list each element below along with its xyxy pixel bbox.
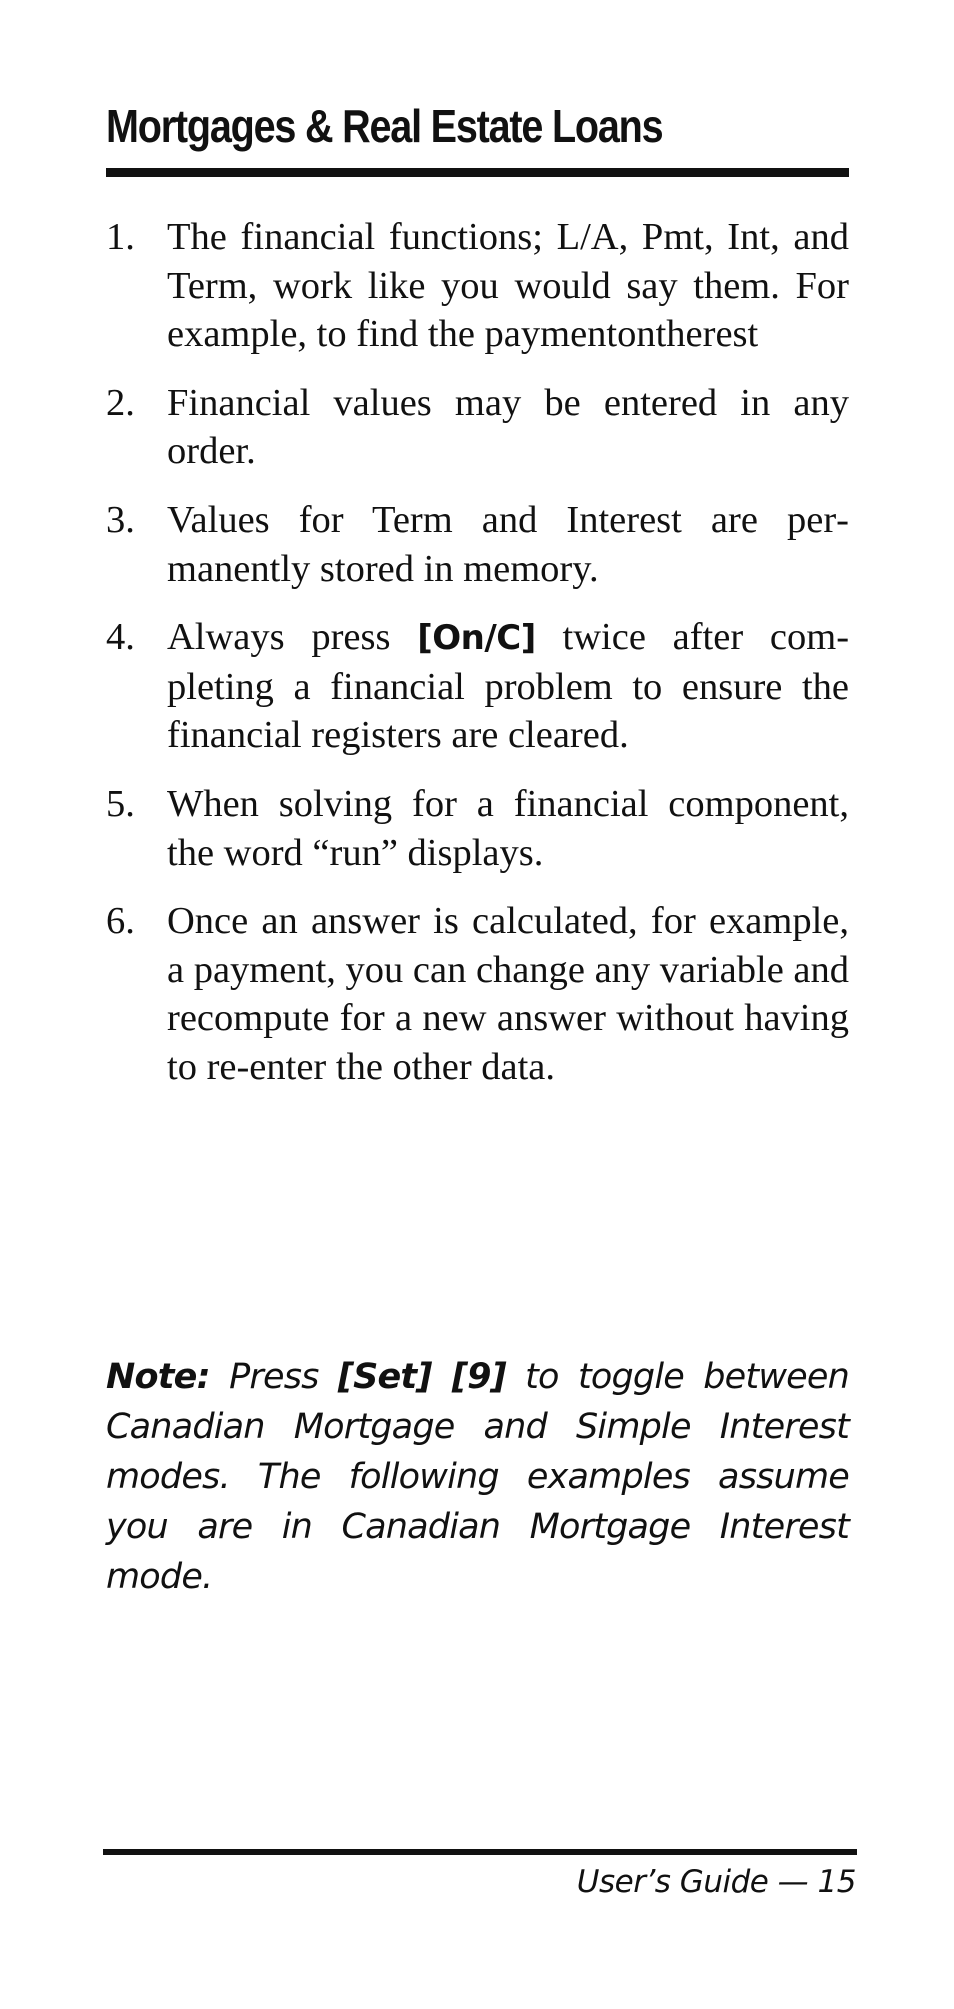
note-text-after: to toggle between Canadian Mortgage and Simple Interest modes. The following examples assume you are in Canadian Mortgage Interest mode. [106, 1357, 849, 1597]
list-item-text-before: Always press [167, 616, 418, 659]
on-clear-key-label: [On/C] [417, 618, 536, 659]
list-item [106, 897, 849, 1091]
title-rule [106, 168, 849, 177]
note-text-before: Press [209, 1357, 338, 1397]
list-item-text: The financial functions; L/A, Pmt, Int, and Term, work like you would say them. For example, to find the paymentontherest [167, 216, 849, 356]
list-item-number: 3. [106, 498, 135, 541]
list-item-number: 5. [106, 782, 135, 825]
list-item-number: 1. [106, 216, 135, 258]
list-item-text-after: twice after completing a financial problem to ensure the financial registers are cleared. [167, 616, 850, 757]
list-item-text: Financial values may be entered in any order. [167, 381, 849, 473]
list-item [106, 780, 849, 877]
footer-rule [103, 1849, 857, 1855]
list-item-text [167, 616, 849, 756]
note-paragraph [106, 1352, 849, 1602]
list-item-text: When solving for a financial component, the word “run” displays. [167, 782, 849, 874]
list-item-text: Once an answer is calculated, for example, a payment, you can change any variable and recompute for a new answer without having to re-enter the other data. [167, 900, 850, 1088]
list-item [106, 613, 849, 760]
list-item-text: Values for Term and Interest are permanently stored in memory. [167, 498, 849, 590]
list-item-number: 6. [106, 900, 135, 943]
page-title: Mortgages & Real Estate Loans [106, 100, 663, 152]
page-footer: User’s Guide — 15 [576, 1864, 856, 1900]
list-item [106, 213, 849, 359]
set-9-key-label: [Set] [9] [337, 1357, 506, 1397]
list-item [106, 379, 849, 476]
list-item-number: 2. [106, 381, 135, 424]
note-label: Note: [106, 1357, 210, 1397]
list-item [106, 496, 849, 593]
instruction-list [106, 213, 849, 1112]
list-item-number: 4. [106, 616, 135, 659]
